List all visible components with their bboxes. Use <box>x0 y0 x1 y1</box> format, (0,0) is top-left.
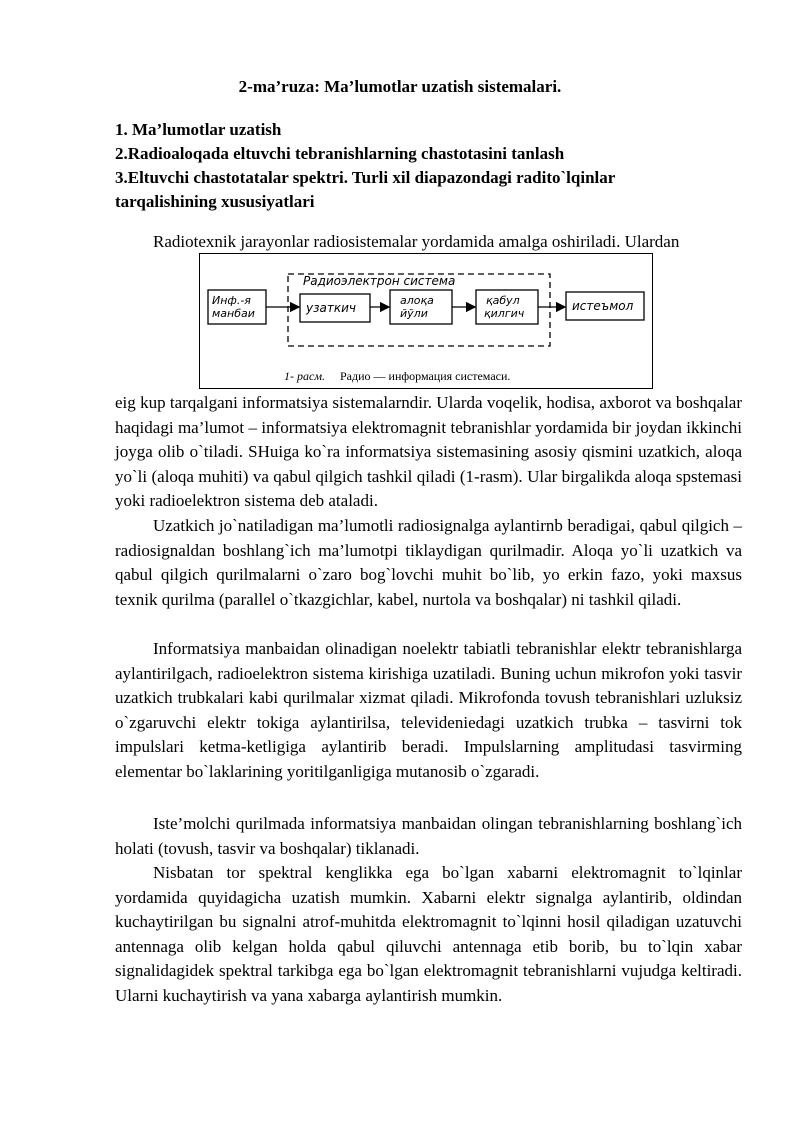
topic-item: tarqalishining xususiyatlari <box>115 192 315 211</box>
block-diagram <box>200 254 652 388</box>
caption-text: Радио — информация системаси. <box>340 369 511 383</box>
channel-label-1: алоқа <box>400 294 434 307</box>
channel-label-2: йўли <box>400 307 428 320</box>
system-label: Радиоэлектрон система <box>303 274 456 288</box>
consumer-label: истеъмол <box>572 299 634 313</box>
receiver-label-2: қилгич <box>484 307 525 320</box>
intro-paragraph: Radiotexnik jarayonlar radiosistemalar yordamida amalga oshiriladi. Ulardan <box>153 232 680 251</box>
paragraph-1: eig kup tarqalgani informatsiya sistemalarndir. Ularda voqelik, hodisa, axborot va boshqalar haqidagi ma’lumot – informatsiya elektromagnit tebranishlar yordamida bir joydan ikkinchi joyga olib o`tiladi. SHuiga ko`ra informatsiya sistemasining asosiy qismini uzatkich, aloqa yo`li (aloqa muhiti) va qabul qilgich tashkil qiladi (1-rasm). Ular birgalikda aloqa spstemasi yoki radioelektron sistema deb ataladi. <box>115 393 742 510</box>
figure-radio-system <box>199 253 653 389</box>
transmitter-label: узаткич <box>306 301 356 315</box>
paragraph-3: Informatsiya manbaidan olinadigan noelektr tabiatli tebranishlar elektr tebranishlarga aylantirilgach, radioelektron sistema kirishiga uzatiladi. Buning uchun mikrofon yoki tasvir uzatkich trubkalari kabi qurilmalar xizmat qiladi. Mikrofonda tovush tebranishlari uzluksiz o`zgaruvchi elektr tokiga aylantirilsa, televideniedagi uzatkich trubka – tasvirni tok impulslari ketma-ketligiga aylantirib beradi. Impulslarning amplitudasi tasvirming elementar bo`laklarining yoritilganligiga mutanosib o`zgaradi. <box>115 639 742 781</box>
topic-item: 1. Ma’lumotlar uzatish <box>115 120 282 139</box>
receiver-label-1: қабул <box>486 294 520 307</box>
page-title: 2-ma’ruza: Ma’lumotlar uzatish sistemalari. <box>238 77 562 96</box>
topic-list <box>115 118 715 214</box>
paragraph-4: Iste’molchi qurilmada informatsiya manbaidan olingan tebranishlarning boshlang`ich holati (tovush, tasvir va boshqalar) tiklanadi. <box>115 814 742 858</box>
caption-number: 1- расм. <box>284 369 325 383</box>
paragraph-5: Nisbatan tor spektral kenglikka ega bo`lgan xabarni elektromagnit to`lqinlar yordamida quyidagicha uzatish mumkin. Xabarni elektr signalga aylantirib, oldindan kuchaytirilgan bu signalni atrof-muhitda elektromagnit to`lqinni hosil qiladigan uzatuvchi antennaga olib kelgan holda qabul qiluvchi antennaga etib borib, bu to`lqin xabar signalidagidek spektral tarkibga ega bo`lgan elektromagnit tebranishlarni vujudga keltiradi. Ularni kuchaytirish va yana xabarga aylantirish mumkin. <box>115 863 742 1005</box>
source-label-2: манбаи <box>212 307 255 320</box>
topic-item: 2.Radioaloqada eltuvchi tebranishlarning chastotasini tanlash <box>115 144 565 163</box>
topic-item: 3.Eltuvchi chastotatalar spektri. Turli xil diapazondagi radito`lqinlar <box>115 168 616 187</box>
source-label-1: Инф.-я <box>212 294 251 307</box>
paragraph-2: Uzatkich jo`natiladigan ma’lumotli radiosignalga aylantirnb beradigai, qabul qilgich – radiosignaldan boshlang`ich ma’lumotpi tiklaydigan qurilmadir. Aloqa yo`li uzatkich va qabul qilgich qurilmalarni o`zaro bog`lovchi muhit bo`lib, yo erkin fazo, yoki maxsus texnik qurilma (parallel o`tkazgichlar, kabel, nurtola va boshqalar) ni tashkil qiladi. <box>115 516 742 609</box>
